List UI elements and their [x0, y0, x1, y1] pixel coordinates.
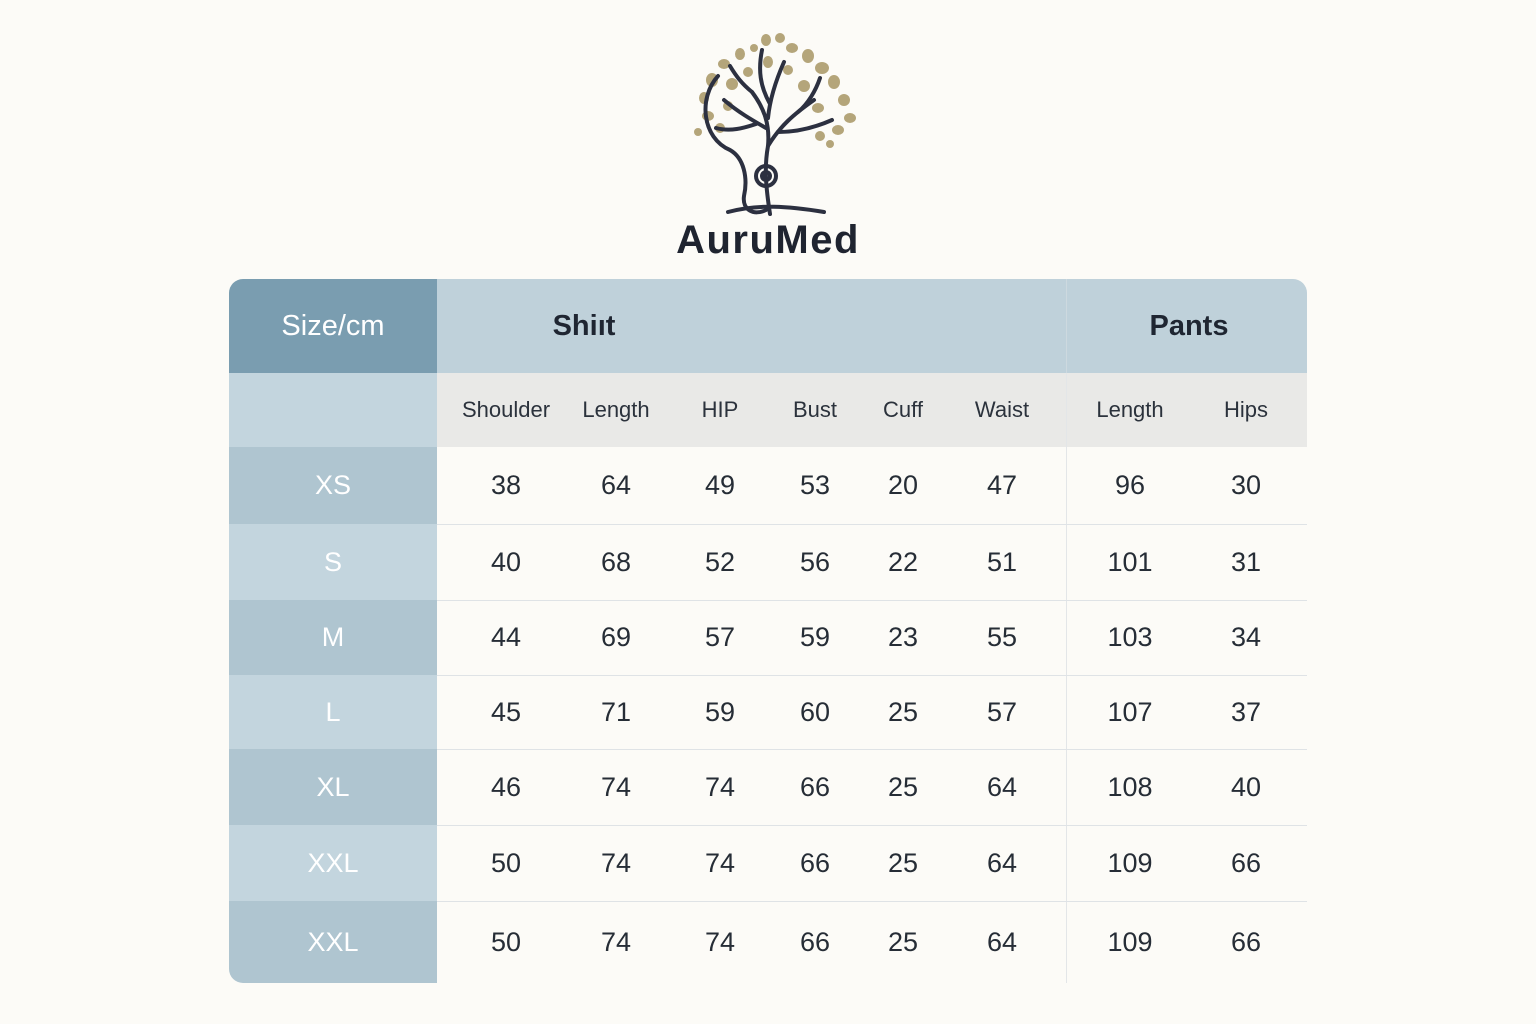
table-cell: 66: [1230, 926, 1262, 957]
table-cell: 25: [887, 696, 919, 727]
table-cell: 53: [799, 470, 831, 500]
table-cell: 52: [704, 546, 736, 577]
table-cell: 23: [887, 622, 919, 652]
table-cell: 57: [704, 622, 736, 652]
table-cell: 31: [1230, 546, 1262, 577]
table-cell: 50: [490, 847, 522, 878]
table-cell: 51: [986, 546, 1018, 577]
size-subheader-blank: [229, 373, 437, 447]
table-cell: 109: [1107, 847, 1153, 878]
table-cell: 37: [1230, 696, 1262, 727]
table-cell: 74: [600, 847, 632, 878]
table-cell: 108: [1107, 771, 1153, 802]
table-cell: 64: [986, 926, 1018, 957]
table-cell: 49: [704, 470, 736, 500]
size-label: XXL: [229, 901, 437, 983]
pants-group-header: Pants: [1149, 309, 1229, 342]
column-header-hips: Hips: [1223, 397, 1268, 422]
brand-logo: [668, 28, 868, 222]
table-cell: 25: [887, 771, 919, 802]
size-label: XXL: [229, 825, 437, 901]
table-cell: 71: [600, 696, 632, 727]
table-cell: 107: [1107, 696, 1153, 727]
table-cell: 34: [1230, 622, 1262, 652]
column-header-shirt-length: Length: [582, 397, 650, 422]
table-cell: 66: [799, 926, 831, 957]
table-cell: 68: [600, 546, 632, 577]
table-cell: 64: [600, 470, 632, 500]
size-label: L: [229, 675, 437, 749]
table-cell: 64: [986, 847, 1018, 878]
size-label: XS: [229, 447, 437, 524]
shirt-group-header: Shiıt: [552, 309, 616, 342]
size-label: XL: [229, 749, 437, 825]
table-cell: 66: [799, 847, 831, 878]
brand-name: AuruMed: [676, 218, 860, 262]
table-cell: 45: [490, 696, 522, 727]
table-cell: 38: [490, 470, 522, 500]
table-cell: 50: [490, 926, 522, 957]
table-cell: 59: [704, 696, 736, 727]
size-label: S: [229, 524, 437, 600]
table-cell: 55: [986, 622, 1018, 652]
table-cell: 69: [600, 622, 632, 652]
table-cell: 74: [704, 847, 736, 878]
table-cell: 60: [799, 696, 831, 727]
table-cell: 40: [1230, 771, 1262, 802]
table-cell: 96: [1114, 470, 1146, 500]
size-chart-table: [229, 279, 1307, 983]
table-cell: 74: [600, 926, 632, 957]
column-header-hip: HIP: [701, 397, 739, 422]
table-cell: 66: [1230, 847, 1262, 878]
column-header-bust: Bust: [792, 397, 838, 422]
table-cell: 46: [490, 771, 522, 802]
table-cell: 47: [986, 470, 1018, 500]
table-cell: 101: [1107, 546, 1153, 577]
table-cell: 44: [490, 622, 522, 652]
column-header-waist: Waist: [974, 397, 1030, 422]
table-cell: 40: [490, 546, 522, 577]
table-cell: 74: [704, 926, 736, 957]
table-cell: 109: [1107, 926, 1153, 957]
table-cell: 74: [704, 771, 736, 802]
table-cell: 30: [1230, 470, 1262, 500]
table-cell: 74: [600, 771, 632, 802]
column-header-cuff: Cuff: [883, 397, 923, 422]
column-header-shoulder: Shoulder: [461, 397, 551, 422]
table-cell: 57: [986, 696, 1018, 727]
column-header-pants-length: Length: [1096, 397, 1164, 422]
table-cell: 66: [799, 771, 831, 802]
table-cell: 59: [799, 622, 831, 652]
tree-stethoscope-icon: [668, 28, 868, 222]
table-cell: 20: [887, 470, 919, 500]
size-label: M: [229, 600, 437, 675]
table-cell: 25: [887, 847, 919, 878]
table-cell: 64: [986, 771, 1018, 802]
pants-divider: [1066, 373, 1067, 983]
table-cell: 25: [887, 926, 919, 957]
table-cell: 103: [1107, 622, 1153, 652]
table-cell: 22: [887, 546, 919, 577]
size-cm-header: Size/cm: [281, 309, 385, 342]
table-cell: 56: [799, 546, 831, 577]
